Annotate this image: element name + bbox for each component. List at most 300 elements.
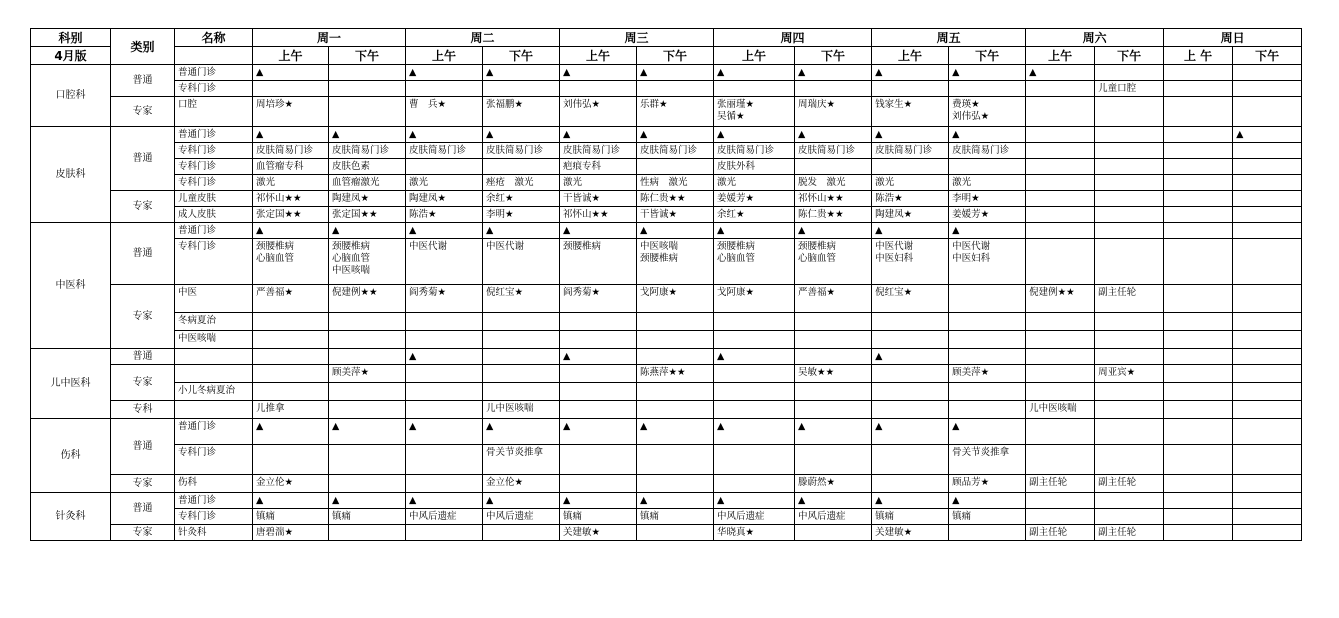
schedule-cell	[1164, 191, 1233, 207]
schedule-cell	[1233, 191, 1302, 207]
schedule-cell: ▲	[949, 223, 1026, 239]
schedule-cell	[1164, 127, 1233, 143]
schedule-cell	[1164, 509, 1233, 525]
schedule-cell: 中风后遗症	[406, 509, 483, 525]
header-wed-pm: 下午	[637, 47, 714, 65]
schedule-cell	[1095, 313, 1164, 331]
schedule-cell	[795, 81, 872, 97]
category-cell: 普通	[111, 349, 175, 365]
schedule-cell: 余红★	[714, 207, 795, 223]
schedule-cell: 骨关节炎推拿	[483, 445, 560, 475]
schedule-cell: 陈浩★	[406, 207, 483, 223]
schedule-cell: 顾美萍★	[949, 365, 1026, 383]
schedule-cell: 顾美萍★	[329, 365, 406, 383]
schedule-cell	[1233, 445, 1302, 475]
schedule-cell: ▲	[1233, 127, 1302, 143]
schedule-cell: 唐碧湍★	[253, 525, 329, 541]
schedule-cell	[1026, 493, 1095, 509]
schedule-cell	[1026, 159, 1095, 175]
header-thu-pm: 下午	[795, 47, 872, 65]
schedule-cell	[406, 331, 483, 349]
header-sat-am: 上午	[1026, 47, 1095, 65]
schedule-cell	[1095, 175, 1164, 191]
schedule-cell	[1233, 285, 1302, 313]
schedule-cell	[560, 445, 637, 475]
schedule-cell	[1095, 509, 1164, 525]
schedule-cell	[949, 349, 1026, 365]
schedule-cell	[483, 383, 560, 401]
schedule-cell: 曹 兵★	[406, 97, 483, 127]
schedule-cell: 张定国★★	[329, 207, 406, 223]
schedule-cell	[1095, 65, 1164, 81]
schedule-cell	[949, 383, 1026, 401]
schedule-cell	[406, 475, 483, 493]
schedule-cell: ▲	[253, 223, 329, 239]
table-row	[31, 143, 1302, 159]
schedule-cell	[637, 313, 714, 331]
schedule-cell: ▲	[406, 349, 483, 365]
schedule-cell: 骨关节炎推拿	[949, 445, 1026, 475]
schedule-cell	[1095, 493, 1164, 509]
schedule-cell: 儿推拿	[253, 401, 329, 419]
schedule-cell: 皮肤简易门诊	[637, 143, 714, 159]
header-sat-pm: 下午	[1095, 47, 1164, 65]
clinic-name-cell: 针灸科	[175, 525, 253, 541]
schedule-cell: ▲	[253, 493, 329, 509]
schedule-cell: 姜媛芳★	[949, 207, 1026, 223]
schedule-cell: ▲	[872, 493, 949, 509]
schedule-cell	[949, 81, 1026, 97]
schedule-cell	[1095, 127, 1164, 143]
schedule-cell: 镇痛	[637, 509, 714, 525]
schedule-cell: ▲	[714, 65, 795, 81]
schedule-cell	[714, 445, 795, 475]
schedule-cell: 中风后遗症	[714, 509, 795, 525]
schedule-cell: 华晓真★	[714, 525, 795, 541]
schedule-cell: 陈仁贵★★	[795, 207, 872, 223]
schedule-cell: ▲	[949, 493, 1026, 509]
schedule-cell	[253, 81, 329, 97]
schedule-cell	[1095, 159, 1164, 175]
schedule-cell	[872, 81, 949, 97]
schedule-cell	[1095, 349, 1164, 365]
schedule-cell: 疤痕专科	[560, 159, 637, 175]
schedule-cell	[1164, 159, 1233, 175]
table-row	[31, 285, 1302, 313]
schedule-cell	[949, 313, 1026, 331]
schedule-cell	[406, 525, 483, 541]
schedule-cell: 张福鹏★	[483, 97, 560, 127]
schedule-cell	[1026, 207, 1095, 223]
clinic-schedule-table	[30, 28, 1302, 541]
schedule-cell	[637, 445, 714, 475]
schedule-cell: 激光	[872, 175, 949, 191]
schedule-cell	[329, 445, 406, 475]
schedule-cell: 副主任轮	[1095, 475, 1164, 493]
schedule-cell	[872, 445, 949, 475]
schedule-cell: ▲	[253, 419, 329, 445]
table-row	[31, 493, 1302, 509]
schedule-cell	[1164, 331, 1233, 349]
schedule-cell	[714, 331, 795, 349]
schedule-cell: 中风后遗症	[483, 509, 560, 525]
table-row	[31, 81, 1302, 97]
table-row	[31, 475, 1302, 493]
schedule-cell	[1164, 97, 1233, 127]
clinic-name-cell: 伤科	[175, 475, 253, 493]
schedule-cell	[872, 159, 949, 175]
schedule-cell	[795, 525, 872, 541]
table-row	[31, 223, 1302, 239]
category-cell: 普通	[111, 223, 175, 285]
schedule-cell: ▲	[406, 127, 483, 143]
header-sun-am: 上 午	[1164, 47, 1233, 65]
schedule-cell: 倪建例★★	[329, 285, 406, 313]
header-day-wed: 周三	[560, 29, 714, 47]
schedule-cell: 镇痛	[253, 509, 329, 525]
schedule-cell	[329, 313, 406, 331]
schedule-cell	[949, 285, 1026, 313]
schedule-cell	[1164, 175, 1233, 191]
schedule-cell	[483, 525, 560, 541]
header-day-sun: 周日	[1164, 29, 1302, 47]
clinic-name-cell: 专科门诊	[175, 239, 253, 285]
table-row	[31, 331, 1302, 349]
clinic-name-cell: 儿童皮肤	[175, 191, 253, 207]
schedule-cell: 干皆诚★	[560, 191, 637, 207]
header-fri-am: 上午	[872, 47, 949, 65]
schedule-cell: 严善福★	[253, 285, 329, 313]
schedule-cell: 陶建凤★	[329, 191, 406, 207]
schedule-cell	[1026, 81, 1095, 97]
clinic-name-cell: 普通门诊	[175, 493, 253, 509]
schedule-cell: ▲	[560, 493, 637, 509]
schedule-cell: 陈仁贵★★	[637, 191, 714, 207]
schedule-cell	[406, 81, 483, 97]
schedule-cell: ▲	[949, 65, 1026, 81]
schedule-cell	[483, 159, 560, 175]
table-row	[31, 401, 1302, 419]
schedule-cell	[1233, 509, 1302, 525]
schedule-cell: 血管瘤专科	[253, 159, 329, 175]
table-row	[31, 349, 1302, 365]
category-cell: 普通	[111, 419, 175, 475]
schedule-cell: 镇痛	[949, 509, 1026, 525]
schedule-cell: 戈阿康★	[714, 285, 795, 313]
table-row	[31, 65, 1302, 81]
header-sun-pm: 下午	[1233, 47, 1302, 65]
clinic-name-cell	[175, 401, 253, 419]
schedule-cell	[1095, 331, 1164, 349]
schedule-cell: 中风后遗症	[795, 509, 872, 525]
schedule-cell	[1026, 365, 1095, 383]
category-cell: 专家	[111, 191, 175, 223]
schedule-cell	[483, 331, 560, 349]
schedule-cell	[1026, 419, 1095, 445]
schedule-cell	[1233, 175, 1302, 191]
header-day-sat: 周六	[1026, 29, 1164, 47]
schedule-cell: 颈腰椎病 心脑血管 中医咳喘	[329, 239, 406, 285]
clinic-name-cell: 普通门诊	[175, 419, 253, 445]
table-row	[31, 445, 1302, 475]
schedule-cell	[1164, 313, 1233, 331]
schedule-cell: 皮肤色素	[329, 159, 406, 175]
table-row	[31, 239, 1302, 285]
schedule-cell: 金立伦★	[483, 475, 560, 493]
schedule-cell	[1233, 81, 1302, 97]
schedule-cell: 儿中医咳喘	[1026, 401, 1095, 419]
schedule-cell	[253, 365, 329, 383]
schedule-cell	[1233, 475, 1302, 493]
clinic-name-cell: 专科门诊	[175, 159, 253, 175]
schedule-cell: ▲	[329, 223, 406, 239]
schedule-cell: 副主任轮	[1095, 525, 1164, 541]
schedule-cell: ▲	[795, 127, 872, 143]
schedule-cell: ▲	[329, 493, 406, 509]
schedule-cell	[637, 401, 714, 419]
schedule-cell: 颈腰椎病	[560, 239, 637, 285]
schedule-cell	[1095, 239, 1164, 285]
schedule-cell	[1095, 143, 1164, 159]
schedule-cell	[949, 525, 1026, 541]
schedule-cell	[1164, 285, 1233, 313]
schedule-cell: ▲	[637, 419, 714, 445]
table-row	[31, 175, 1302, 191]
schedule-cell	[795, 313, 872, 331]
header-tue-pm: 下午	[483, 47, 560, 65]
department-cell: 中医科	[31, 223, 111, 349]
schedule-cell	[872, 383, 949, 401]
schedule-cell: 金立伦★	[253, 475, 329, 493]
schedule-cell	[1026, 331, 1095, 349]
schedule-cell	[637, 331, 714, 349]
table-row	[31, 159, 1302, 175]
schedule-cell	[1026, 445, 1095, 475]
header-wed-am: 上午	[560, 47, 637, 65]
schedule-cell: 戈阿康★	[637, 285, 714, 313]
schedule-cell	[1026, 127, 1095, 143]
category-cell: 专家	[111, 365, 175, 401]
schedule-cell	[406, 383, 483, 401]
schedule-cell	[1095, 401, 1164, 419]
clinic-name-cell: 普通门诊	[175, 223, 253, 239]
schedule-cell: ▲	[637, 223, 714, 239]
schedule-cell	[1164, 445, 1233, 475]
schedule-cell: ▲	[949, 127, 1026, 143]
schedule-cell: ▲	[483, 65, 560, 81]
schedule-cell	[253, 383, 329, 401]
header-day-thu: 周四	[714, 29, 872, 47]
schedule-cell	[1164, 207, 1233, 223]
schedule-cell	[483, 365, 560, 383]
schedule-cell	[1164, 239, 1233, 285]
schedule-cell	[1095, 223, 1164, 239]
schedule-cell: 倪建例★★	[1026, 285, 1095, 313]
schedule-cell	[1026, 223, 1095, 239]
schedule-cell	[637, 159, 714, 175]
schedule-cell	[329, 97, 406, 127]
schedule-cell	[1233, 143, 1302, 159]
schedule-cell	[560, 401, 637, 419]
schedule-cell: 陶建凤★	[406, 191, 483, 207]
schedule-cell	[1026, 383, 1095, 401]
schedule-cell	[1164, 401, 1233, 419]
schedule-cell: 激光	[253, 175, 329, 191]
table-row	[31, 313, 1302, 331]
schedule-cell: 张定国★★	[253, 207, 329, 223]
schedule-cell: 费瑛★ 刘伟弘★	[949, 97, 1026, 127]
schedule-cell: 李明★	[949, 191, 1026, 207]
schedule-cell	[1164, 365, 1233, 383]
header-thu-am: 上午	[714, 47, 795, 65]
schedule-cell: 姜媛芳★	[714, 191, 795, 207]
clinic-name-cell: 小儿冬病夏治	[175, 383, 253, 401]
schedule-cell: 周瑞庆★	[795, 97, 872, 127]
header-dept: 科别	[31, 29, 111, 47]
header-fri-pm: 下午	[949, 47, 1026, 65]
schedule-cell: 周培珍★	[253, 97, 329, 127]
table-row	[31, 127, 1302, 143]
schedule-cell	[949, 159, 1026, 175]
schedule-cell: ▲	[637, 65, 714, 81]
schedule-cell	[795, 401, 872, 419]
table-row	[31, 383, 1302, 401]
schedule-cell	[1164, 475, 1233, 493]
schedule-cell: ▲	[872, 349, 949, 365]
schedule-cell	[560, 81, 637, 97]
schedule-cell	[1164, 419, 1233, 445]
schedule-cell	[795, 159, 872, 175]
schedule-cell	[637, 475, 714, 493]
schedule-cell: 吴敏★★	[795, 365, 872, 383]
schedule-cell	[329, 81, 406, 97]
schedule-cell: 关建敏★	[560, 525, 637, 541]
schedule-cell	[714, 383, 795, 401]
schedule-cell	[1233, 493, 1302, 509]
table-row	[31, 509, 1302, 525]
schedule-cell	[1164, 143, 1233, 159]
schedule-cell: 倪红宝★	[872, 285, 949, 313]
header-day-fri: 周五	[872, 29, 1026, 47]
schedule-cell: 阎秀菊★	[406, 285, 483, 313]
schedule-cell	[560, 365, 637, 383]
schedule-cell	[1233, 401, 1302, 419]
schedule-cell: 乐群★	[637, 97, 714, 127]
schedule-cell	[795, 331, 872, 349]
schedule-cell	[714, 313, 795, 331]
schedule-cell	[637, 383, 714, 401]
schedule-cell: 陈浩★	[872, 191, 949, 207]
schedule-cell	[329, 475, 406, 493]
header-row-days	[31, 29, 1302, 47]
schedule-cell: ▲	[483, 127, 560, 143]
schedule-cell: 刘伟弘★	[560, 97, 637, 127]
schedule-cell: 皮肤简易门诊	[329, 143, 406, 159]
schedule-cell	[1095, 207, 1164, 223]
schedule-cell	[1233, 331, 1302, 349]
schedule-cell	[637, 349, 714, 365]
category-cell: 专家	[111, 97, 175, 127]
schedule-cell: 镇痛	[329, 509, 406, 525]
schedule-cell: 儿中医咳喘	[483, 401, 560, 419]
schedule-cell	[714, 401, 795, 419]
schedule-cell: 关建敏★	[872, 525, 949, 541]
schedule-cell	[1026, 191, 1095, 207]
schedule-cell	[406, 159, 483, 175]
category-cell: 普通	[111, 493, 175, 525]
schedule-cell	[872, 365, 949, 383]
schedule-cell	[1233, 349, 1302, 365]
schedule-cell: ▲	[714, 349, 795, 365]
schedule-cell: 中医咳喘 颈腰椎病	[637, 239, 714, 285]
schedule-cell: ▲	[637, 493, 714, 509]
schedule-cell	[1026, 349, 1095, 365]
schedule-cell: ▲	[714, 419, 795, 445]
schedule-cell: ▲	[329, 419, 406, 445]
category-cell: 普通	[111, 127, 175, 191]
schedule-cell	[1164, 493, 1233, 509]
schedule-cell: 激光	[560, 175, 637, 191]
schedule-cell	[253, 349, 329, 365]
schedule-cell: 皮肤简易门诊	[949, 143, 1026, 159]
schedule-cell: 祁怀山★★	[560, 207, 637, 223]
schedule-cell: ▲	[637, 127, 714, 143]
schedule-cell	[872, 331, 949, 349]
schedule-cell: ▲	[560, 223, 637, 239]
table-row	[31, 191, 1302, 207]
schedule-cell	[406, 401, 483, 419]
clinic-name-cell: 专科门诊	[175, 81, 253, 97]
schedule-cell: 镇痛	[560, 509, 637, 525]
schedule-cell: 颈腰椎病 心脑血管	[795, 239, 872, 285]
schedule-cell: 周亚宾★	[1095, 365, 1164, 383]
schedule-cell	[1164, 65, 1233, 81]
schedule-cell	[483, 313, 560, 331]
schedule-cell	[560, 383, 637, 401]
table-row	[31, 97, 1302, 127]
clinic-name-cell: 成人皮肤	[175, 207, 253, 223]
schedule-cell	[1233, 313, 1302, 331]
department-cell: 皮肤科	[31, 127, 111, 223]
schedule-cell: ▲	[872, 419, 949, 445]
schedule-cell	[1233, 207, 1302, 223]
schedule-cell: 阎秀菊★	[560, 285, 637, 313]
schedule-cell	[560, 475, 637, 493]
schedule-cell: 祁怀山★★	[253, 191, 329, 207]
schedule-cell: 儿童口腔	[1095, 81, 1164, 97]
schedule-cell	[1026, 239, 1095, 285]
schedule-cell: 中医代谢 中医妇科	[949, 239, 1026, 285]
schedule-cell	[1233, 525, 1302, 541]
schedule-cell	[714, 365, 795, 383]
schedule-cell: 中医代谢	[483, 239, 560, 285]
schedule-cell: 皮肤简易门诊	[714, 143, 795, 159]
schedule-cell	[1095, 383, 1164, 401]
schedule-cell	[1095, 97, 1164, 127]
schedule-cell	[1095, 445, 1164, 475]
schedule-cell: 颈腰椎病 心脑血管	[253, 239, 329, 285]
schedule-cell: ▲	[560, 419, 637, 445]
department-cell: 针灸科	[31, 493, 111, 541]
schedule-cell: 副主任轮	[1095, 285, 1164, 313]
schedule-cell: 干皆诚★	[637, 207, 714, 223]
schedule-cell: ▲	[253, 127, 329, 143]
schedule-cell: 倪红宝★	[483, 285, 560, 313]
schedule-cell: 皮肤简易门诊	[406, 143, 483, 159]
header-tue-am: 上午	[406, 47, 483, 65]
header-mon-pm: 下午	[329, 47, 406, 65]
header-day-mon: 周一	[253, 29, 406, 47]
